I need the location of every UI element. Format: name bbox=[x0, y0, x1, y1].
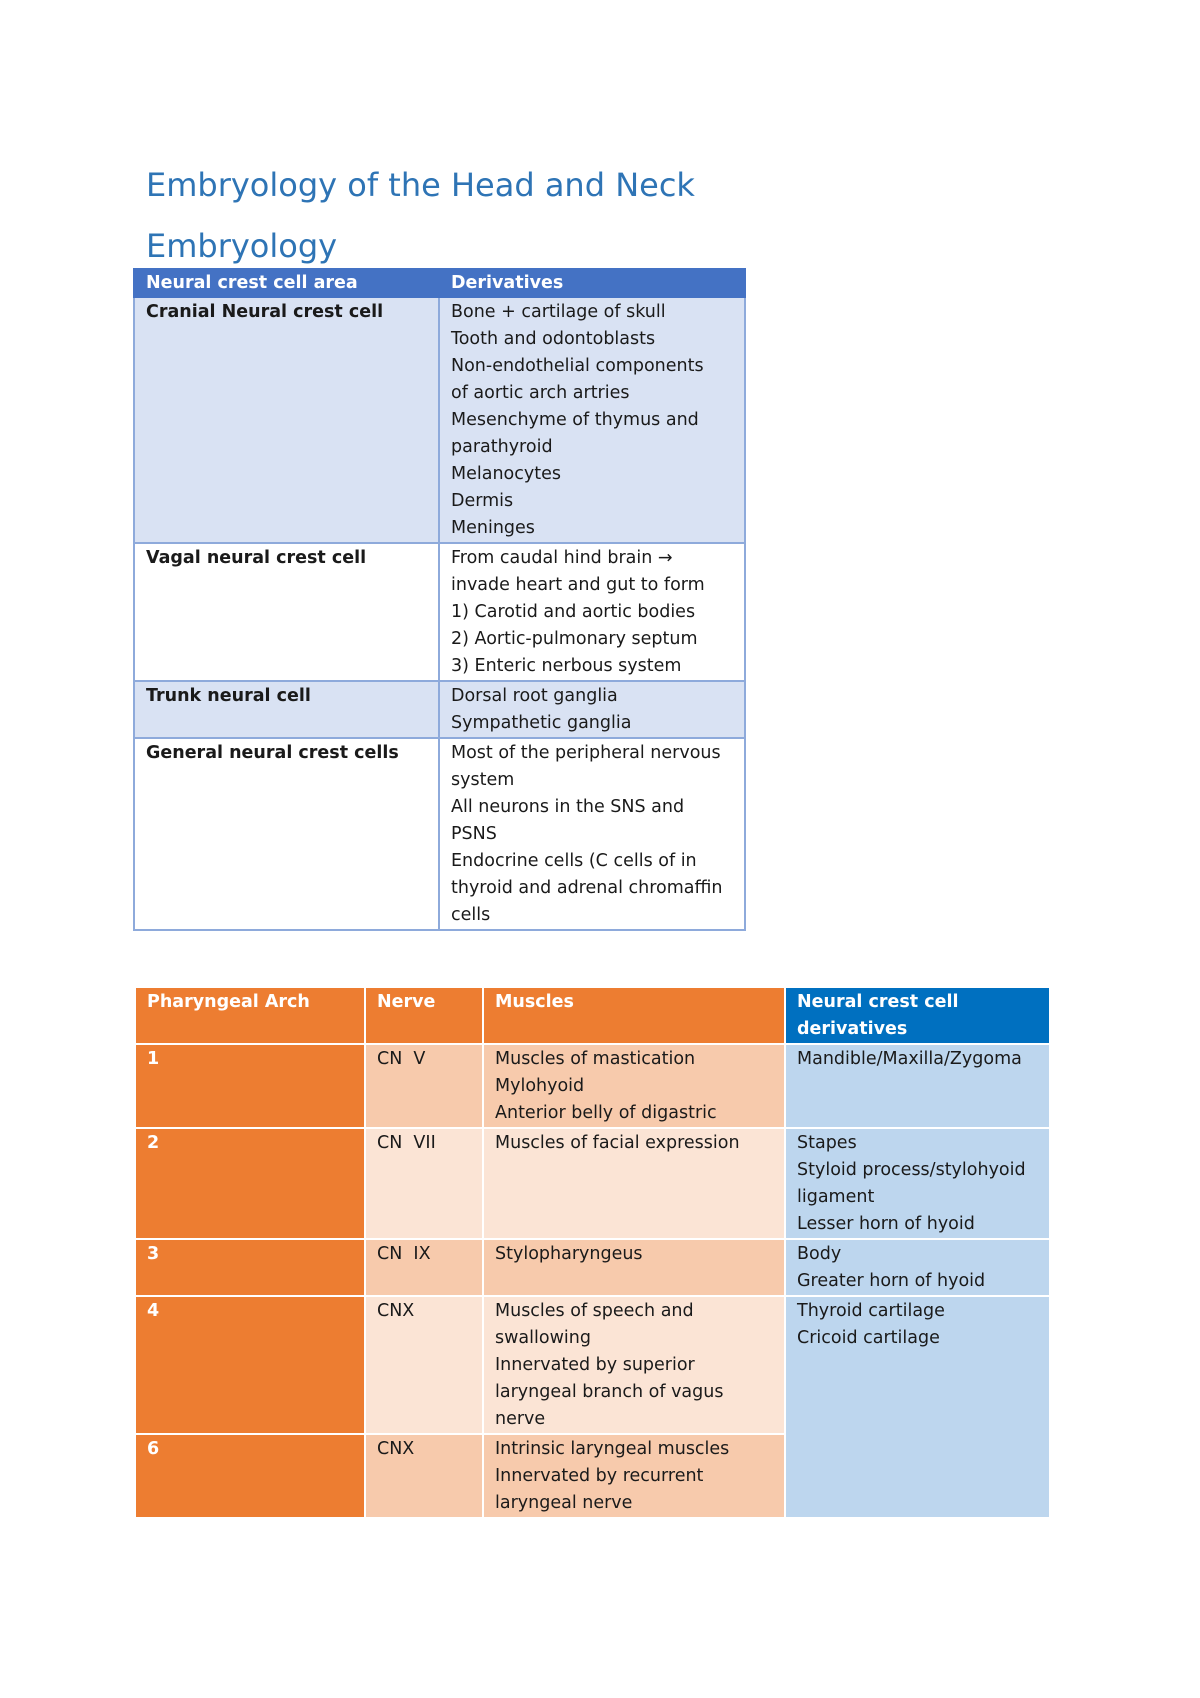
derivatives-cell bbox=[785, 1128, 1050, 1239]
muscle-item: Innervated by recurrent bbox=[495, 1466, 704, 1486]
derivative-item: 3) Enteric nerbous system bbox=[451, 656, 682, 676]
muscle-item: nerve bbox=[495, 1409, 546, 1429]
muscle-item: Stylopharyngeus bbox=[495, 1244, 643, 1264]
derivative-item: Cricoid cartilage bbox=[797, 1328, 940, 1348]
nerve-cell: CN VII bbox=[365, 1128, 483, 1239]
table-row-vagal bbox=[134, 543, 745, 681]
derivative-item: Mandible/Maxilla/Zygoma bbox=[797, 1049, 1022, 1069]
derivatives-cell bbox=[785, 1296, 1050, 1518]
derivatives-cell bbox=[785, 1044, 1050, 1128]
derivative-item: Bone + cartilage of skull bbox=[451, 302, 666, 322]
derivatives-cell bbox=[439, 297, 745, 543]
derivative-item: Dermis bbox=[451, 491, 514, 511]
derivatives-cell bbox=[785, 1239, 1050, 1296]
derivative-item: Dorsal root ganglia bbox=[451, 686, 618, 706]
area-cell: Cranial Neural crest cell bbox=[134, 297, 439, 543]
nerve-cell: CNX bbox=[365, 1434, 483, 1518]
derivative-item: Mesenchyme of thymus and bbox=[451, 410, 699, 430]
derivative-item: PSNS bbox=[451, 824, 497, 844]
muscle-item: Anterior belly of digastric bbox=[495, 1103, 717, 1123]
muscle-item: Muscles of speech and bbox=[495, 1301, 694, 1321]
derivative-item: From caudal hind brain → bbox=[451, 548, 673, 568]
table-row-arch-2 bbox=[135, 1128, 1050, 1239]
muscles-cell bbox=[483, 1434, 785, 1518]
derivative-item: parathyroid bbox=[451, 437, 553, 457]
derivative-item: Meninges bbox=[451, 518, 535, 538]
derivative-item: ligament bbox=[797, 1187, 875, 1207]
column-header-derivatives: Derivatives bbox=[439, 269, 745, 297]
derivative-item: of aortic arch artries bbox=[451, 383, 630, 403]
derivative-item: Tooth and odontoblasts bbox=[451, 329, 656, 349]
derivative-item: Melanocytes bbox=[451, 464, 561, 484]
derivative-item: Sympathetic ganglia bbox=[451, 713, 632, 733]
area-cell: Trunk neural cell bbox=[134, 681, 439, 738]
column-header-muscles: Muscles bbox=[483, 987, 785, 1044]
derivatives-cell bbox=[439, 543, 745, 681]
derivative-item: system bbox=[451, 770, 515, 790]
neural-crest-table bbox=[133, 268, 746, 931]
muscle-item: laryngeal branch of vagus bbox=[495, 1382, 724, 1402]
area-cell: General neural crest cells bbox=[134, 738, 439, 930]
muscles-cell bbox=[483, 1239, 785, 1296]
muscle-item: swallowing bbox=[495, 1328, 591, 1348]
table-row-trunk bbox=[134, 681, 745, 738]
muscle-item: Muscles of mastication bbox=[495, 1049, 696, 1069]
derivative-item: Most of the peripheral nervous bbox=[451, 743, 721, 763]
muscles-cell bbox=[483, 1296, 785, 1434]
muscle-item: Intrinsic laryngeal muscles bbox=[495, 1439, 730, 1459]
column-header-area: Neural crest cell area bbox=[134, 269, 439, 297]
nerve-cell: CNX bbox=[365, 1296, 483, 1434]
column-header-derivatives-label: Neural crest cell derivatives bbox=[797, 992, 959, 1039]
muscle-item: laryngeal nerve bbox=[495, 1493, 633, 1513]
derivative-item: invade heart and gut to form bbox=[451, 575, 705, 595]
page-title: Embryology of the Head and Neck bbox=[146, 166, 695, 204]
column-header-arch: Pharyngeal Arch bbox=[135, 987, 365, 1044]
arch-number: 6 bbox=[135, 1434, 365, 1518]
table-row-cranial bbox=[134, 297, 745, 543]
derivative-item: Stapes bbox=[797, 1133, 857, 1153]
derivative-item: All neurons in the SNS and bbox=[451, 797, 685, 817]
muscles-cell bbox=[483, 1044, 785, 1128]
table-row-arch-4 bbox=[135, 1296, 1050, 1434]
arch-number: 1 bbox=[135, 1044, 365, 1128]
derivative-item: Greater horn of hyoid bbox=[797, 1271, 986, 1291]
derivative-item: 1) Carotid and aortic bodies bbox=[451, 602, 696, 622]
derivatives-cell bbox=[439, 681, 745, 738]
muscles-cell bbox=[483, 1128, 785, 1239]
section-heading: Embryology bbox=[146, 227, 338, 265]
arch-number: 3 bbox=[135, 1239, 365, 1296]
derivative-item: thyroid and adrenal chromaffin bbox=[451, 878, 723, 898]
column-header-derivatives bbox=[785, 987, 1050, 1044]
derivative-item: Endocrine cells (C cells of in bbox=[451, 851, 697, 871]
derivative-item: Styloid process/stylohyoid bbox=[797, 1160, 1026, 1180]
area-cell: Vagal neural crest cell bbox=[134, 543, 439, 681]
arch-number: 4 bbox=[135, 1296, 365, 1434]
derivatives-cell bbox=[439, 738, 745, 930]
derivative-item: cells bbox=[451, 905, 491, 925]
table-row-arch-1 bbox=[135, 1044, 1050, 1128]
derivative-item: Non-endothelial components bbox=[451, 356, 704, 376]
arch-number: 2 bbox=[135, 1128, 365, 1239]
derivative-item: Lesser horn of hyoid bbox=[797, 1214, 975, 1234]
table-row-general bbox=[134, 738, 745, 930]
table-row-arch-3 bbox=[135, 1239, 1050, 1296]
derivative-item: Body bbox=[797, 1244, 842, 1264]
derivative-item: Thyroid cartilage bbox=[797, 1301, 945, 1321]
table-header-row bbox=[135, 987, 1050, 1044]
table-header-row bbox=[134, 269, 745, 297]
muscle-item: Muscles of facial expression bbox=[495, 1133, 740, 1153]
muscle-item: Innervated by superior bbox=[495, 1355, 695, 1375]
derivative-item: 2) Aortic-pulmonary septum bbox=[451, 629, 698, 649]
column-header-nerve: Nerve bbox=[365, 987, 483, 1044]
nerve-cell: CN V bbox=[365, 1044, 483, 1128]
muscle-item: Mylohyoid bbox=[495, 1076, 585, 1096]
nerve-cell: CN IX bbox=[365, 1239, 483, 1296]
pharyngeal-arch-table bbox=[134, 986, 1051, 1519]
